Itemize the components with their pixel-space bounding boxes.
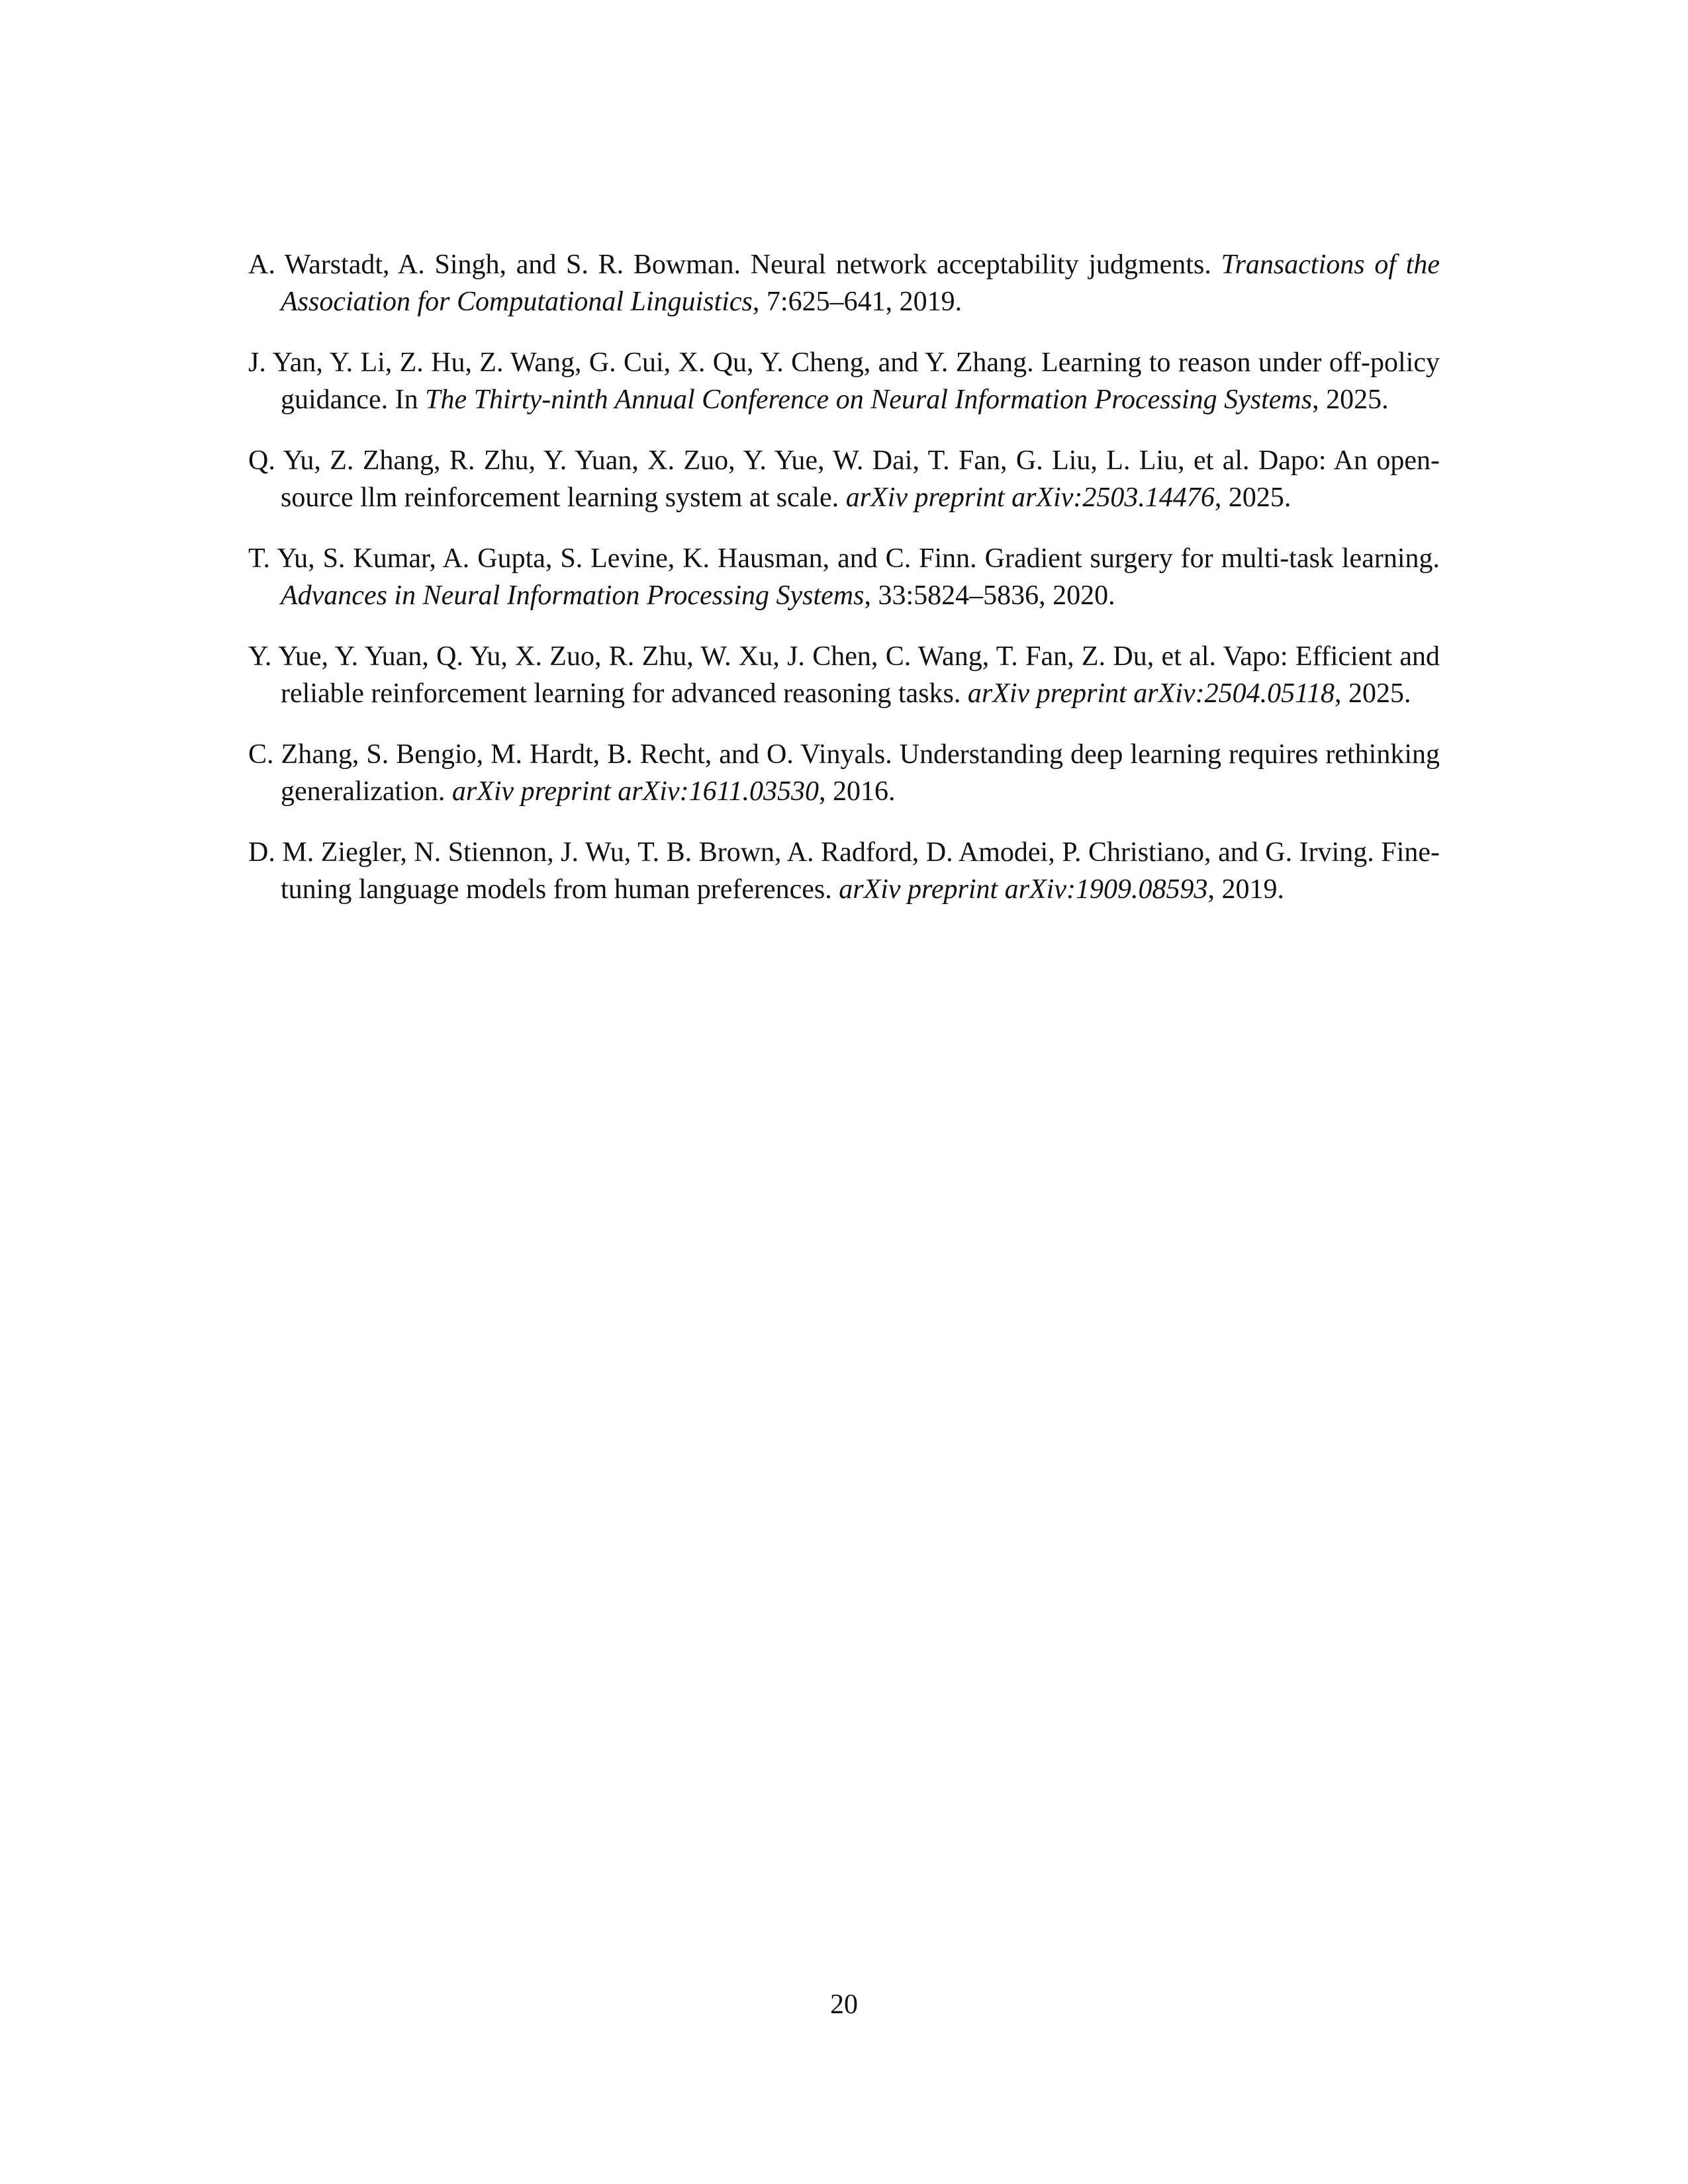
- reference-venue: arXiv preprint arXiv:2503.14476: [845, 482, 1215, 513]
- reference-title: Neural network acceptability judgments.: [750, 250, 1211, 280]
- reference-venue: Transactions of the Association for Computational Linguistics: [281, 250, 1440, 317]
- reference-details: , 2025.: [1312, 385, 1389, 415]
- reference-title: Understanding deep learning requires rethinking generalization.: [281, 739, 1440, 807]
- reference-entry: [248, 246, 1440, 320]
- page-number: 20: [830, 1989, 858, 2020]
- reference-authors: J. Yan, Y. Li, Z. Hu, Z. Wang, G. Cui, X. Qu, Y. Cheng, and Y. Zhang.: [248, 347, 1034, 378]
- reference-venue: Advances in Neural Information Processing Systems: [281, 580, 865, 611]
- reference-details: , 33:5824–5836, 2020.: [864, 580, 1115, 611]
- reference-entry: [248, 834, 1440, 908]
- reference-title: Dapo: An open-source llm reinforcement learning system at scale.: [281, 445, 1440, 513]
- reference-authors: D. M. Ziegler, N. Stiennon, J. Wu, T. B. Brown, A. Radford, D. Amodei, P. Christiano, and G. Irving.: [248, 837, 1374, 868]
- reference-details: , 2025.: [1335, 678, 1411, 709]
- reference-title: Vapo: Efficient and reliable reinforcement learning for advanced reasoning tasks.: [281, 641, 1440, 709]
- reference-title: Gradient surgery for multi-task learning.: [984, 543, 1440, 574]
- reference-venue: arXiv preprint arXiv:1909.08593: [839, 874, 1208, 905]
- reference-details: , 2025.: [1214, 482, 1291, 513]
- reference-title: Fine-tuning language models from human preferences.: [281, 837, 1440, 905]
- reference-venue: arXiv preprint arXiv:1611.03530: [451, 776, 819, 807]
- reference-authors: A. Warstadt, A. Singh, and S. R. Bowman.: [248, 250, 741, 280]
- reference-entry: [248, 540, 1440, 614]
- reference-venue: The Thirty-ninth Annual Conference on Neural Information Processing Systems: [425, 385, 1313, 415]
- reference-authors: Y. Yue, Y. Yuan, Q. Yu, X. Zuo, R. Zhu, W. Xu, J. Chen, C. Wang, T. Fan, Z. Du, et al.: [248, 641, 1216, 672]
- reference-entry: [248, 344, 1440, 418]
- reference-authors: Q. Yu, Z. Zhang, R. Zhu, Y. Yuan, X. Zuo, Y. Yue, W. Dai, T. Fan, G. Liu, L. Liu, et al.: [248, 445, 1250, 476]
- reference-authors: T. Yu, S. Kumar, A. Gupta, S. Levine, K. Hausman, and C. Finn.: [248, 543, 977, 574]
- reference-list: [248, 246, 1440, 932]
- reference-details: , 2016.: [818, 776, 896, 807]
- reference-authors: C. Zhang, S. Bengio, M. Hardt, B. Recht, and O. Vinyals.: [248, 739, 892, 770]
- reference-title: Learning to reason under off-policy guidance. In: [281, 347, 1440, 415]
- reference-details: , 2019.: [1207, 874, 1284, 905]
- reference-details: , 7:625–641, 2019.: [752, 287, 962, 317]
- reference-entry: [248, 442, 1440, 516]
- reference-entry: [248, 736, 1440, 810]
- reference-entry: [248, 638, 1440, 712]
- reference-venue: arXiv preprint arXiv:2504.05118: [967, 678, 1335, 709]
